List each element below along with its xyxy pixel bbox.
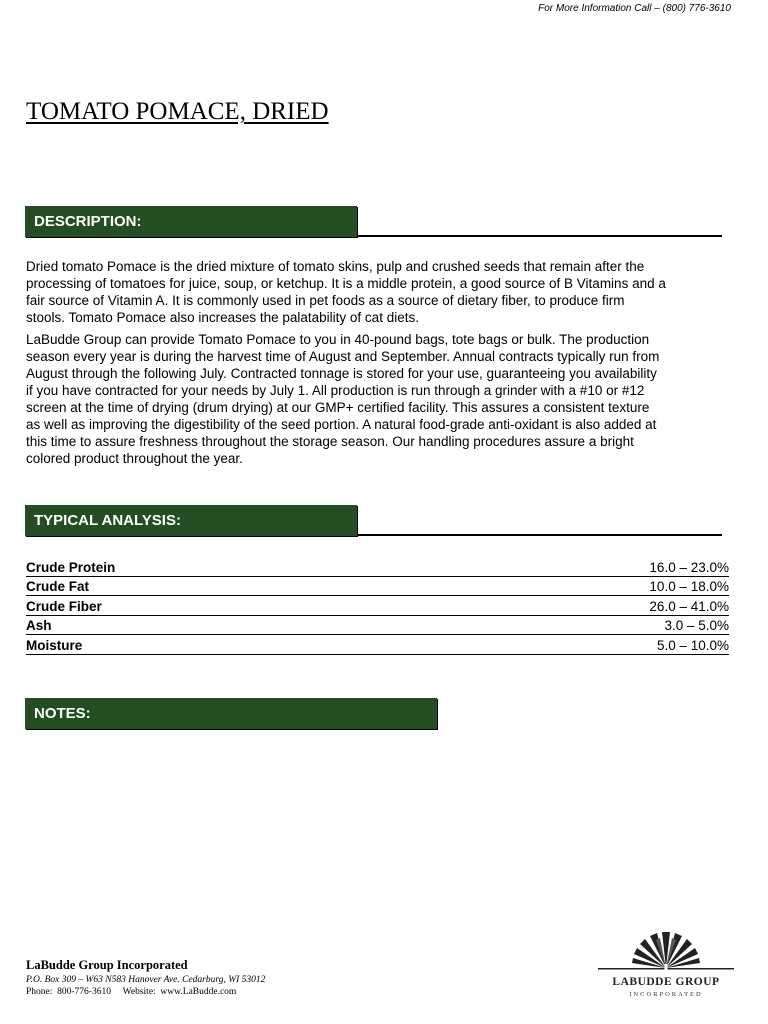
table-row	[26, 616, 729, 636]
notes-heading: NOTES:	[25, 698, 437, 729]
analysis-label: Crude Protein	[26, 559, 116, 575]
analysis-heading: TYPICAL ANALYSIS:	[25, 505, 357, 536]
table-row	[26, 635, 729, 655]
analysis-value: 5.0 – 10.0%	[656, 637, 729, 653]
description-paragraph-2: LaBudde Group can provide Tomato Pomace to you in 40-pound bags, tote bags or bulk. The production season every year is during the harvest time of August and September. Annual contracts typically run from August through the following July. Contracted tonnage is stored for your use, guaranteeing you availability if you have contracted for your needs by July 1. All production is run through a grinder with a #10 or #12 screen at the time of drying (drum drying) at our GMP+ certified facility. This assures a consistent texture as well as improving the digestibility of the seed portion. A natural food-grade anti-oxidant is also added at this time to assure freshness throughout the storage season. Our handling procedures assure a bright colored product throughout the year.	[26, 332, 660, 466]
analysis-value: 3.0 – 5.0%	[664, 618, 729, 633]
company-logo	[598, 928, 734, 1000]
logo-subtitle: INCORPORATED	[629, 991, 703, 998]
analysis-value: 16.0 – 23.0%	[649, 559, 729, 575]
analysis-label: Crude Fat	[26, 579, 90, 594]
description-body	[26, 258, 736, 472]
table-row	[26, 596, 729, 616]
table-row	[26, 557, 729, 577]
analysis-label: Moisture	[26, 637, 83, 653]
description-heading: DESCRIPTION:	[25, 206, 357, 237]
description-paragraph-1: Dried tomato Pomace is the dried mixture of tomato skins, pulp and crushed seeds that remain after the processing of tomatoes for juice, soup, or ketchup. It is a middle protein, a good source of B Vitamins and a fair source of Vitamin A. It is commonly used in pet foods as a source of dietary fiber, to produce firm stools. Tomato Pomace also increases the palatability of cat diets.	[26, 259, 666, 325]
analysis-value: 26.0 – 41.0%	[649, 598, 729, 614]
description-section-header	[25, 206, 722, 237]
footer-address: P.O. Box 309 – W63 N583 Hanover Ave. Cedarburg, WI 53012	[26, 975, 266, 985]
logo-name: LABUDDE GROUP	[612, 976, 720, 988]
notes-section-header	[25, 698, 437, 727]
footer-phone-website: Phone: 800-776-3610 Website: www.LaBudde.com	[26, 987, 237, 997]
analysis-value: 10.0 – 18.0%	[649, 579, 729, 594]
footer-company: LaBudde Group Incorporated	[26, 958, 188, 972]
analysis-label: Ash	[26, 618, 52, 633]
page-title: TOMATO POMACE, DRIED	[26, 98, 329, 125]
analysis-section-header	[25, 505, 722, 536]
info-phone-line: For More Information Call – (800) 776-3610	[538, 3, 731, 14]
starburst-logo-icon	[598, 928, 734, 976]
analysis-label: Crude Fiber	[26, 598, 102, 614]
analysis-table	[26, 557, 729, 655]
table-row	[26, 577, 729, 597]
